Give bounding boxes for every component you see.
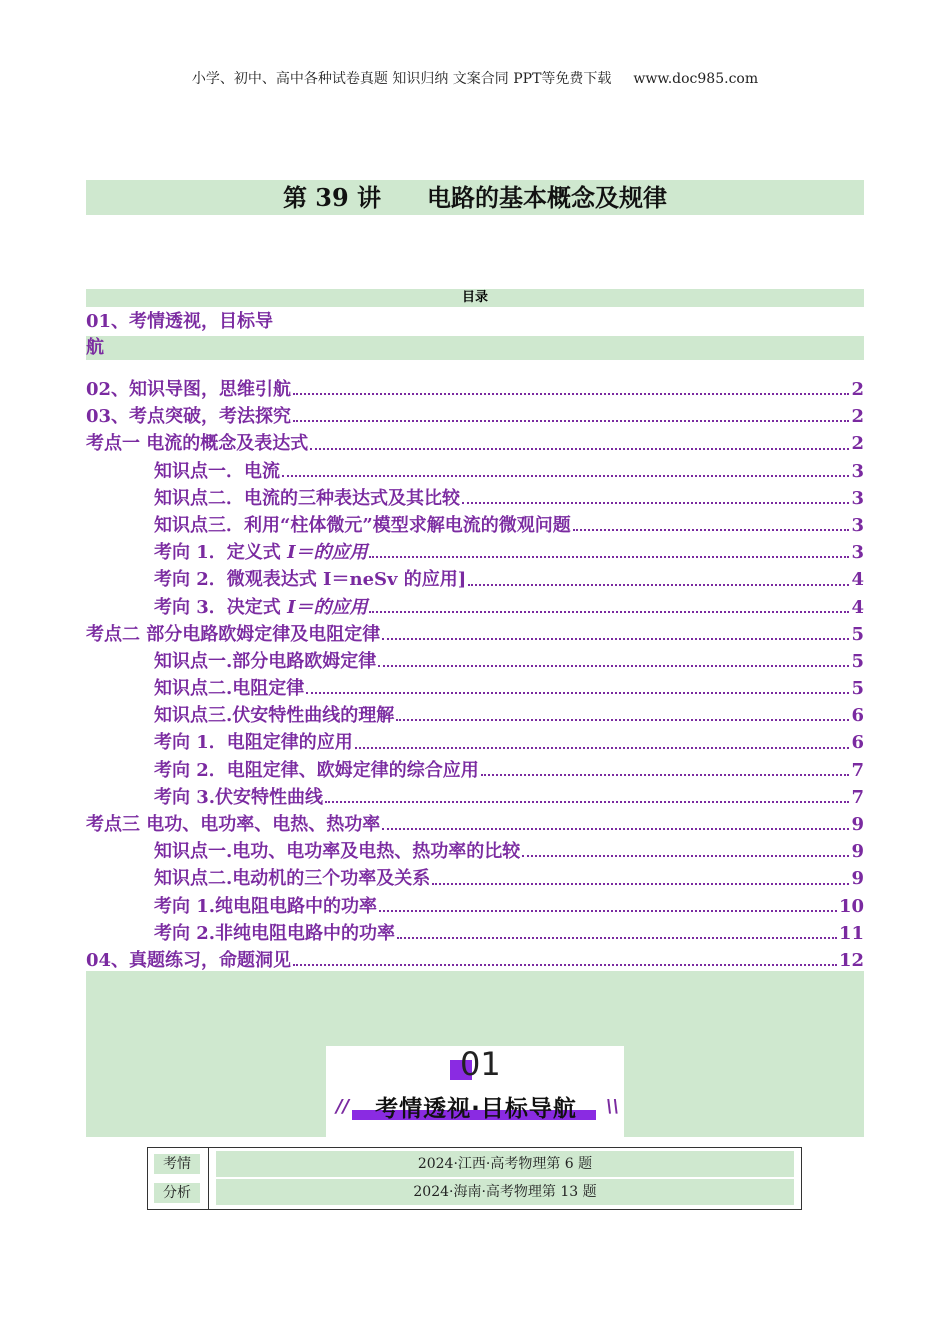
toc-page-number: 5 — [851, 678, 864, 700]
toc-leader-dots — [293, 393, 849, 395]
toc-item-text: 知识点三.伏安特性曲线的理解 — [154, 705, 395, 727]
toc-leader-dots — [378, 665, 849, 667]
toc-item[interactable] — [86, 784, 864, 811]
toc-page-number: 4 — [851, 596, 864, 618]
toc-item-text: 知识点三．利用“柱体微元”模型求解电流的微观问题 — [154, 514, 571, 536]
toc-item-label — [154, 566, 466, 593]
toc-page-number: 6 — [851, 705, 864, 727]
toc-item[interactable] — [86, 539, 864, 566]
toc-item[interactable] — [86, 675, 864, 702]
toc-leader-dots — [522, 855, 849, 857]
exam-analysis-table — [147, 1147, 802, 1210]
toc-item-text: 考向 2.非纯电阻电路中的功率 — [154, 922, 396, 944]
toc-leader-dots — [310, 448, 849, 450]
toc-page-number: 6 — [851, 732, 864, 754]
toc-item-formula: I＝的应用 — [287, 542, 368, 564]
toc-leader-dots — [293, 964, 837, 966]
site-header-url[interactable]: www.doc985.com — [633, 71, 759, 87]
toc-item[interactable] — [86, 757, 864, 784]
toc-leader-dots — [396, 719, 849, 721]
toc-item[interactable] — [86, 403, 864, 430]
toc-item-label — [86, 403, 291, 430]
toc-page-number: 4 — [851, 569, 864, 591]
toc-leader-dots — [432, 883, 849, 885]
toc-item[interactable] — [86, 729, 864, 756]
toc-item-text: 知识点二.电阻定律 — [154, 678, 305, 700]
page-title — [86, 180, 864, 215]
toc-item-label — [86, 811, 380, 838]
toc-leader-dots — [379, 910, 837, 912]
toc-item-label — [154, 865, 430, 892]
toc-item[interactable] — [86, 594, 864, 621]
toc-item-text: 考向 3.伏安特性曲线 — [154, 786, 324, 808]
toc-item-text: 知识点一．电流 — [154, 460, 280, 482]
toc-item-text: 考点一 电流的概念及表达式 — [86, 433, 309, 455]
toc-item-label — [154, 893, 377, 920]
toc-leader-dots — [397, 937, 837, 939]
toc-item-text: 03、考点突破，考法探究 — [86, 406, 292, 428]
toc-item-text: 考向 1．定义式 — [154, 542, 288, 564]
toc-page-number: 7 — [851, 786, 864, 808]
toc-item-label — [154, 757, 479, 784]
toc-page-number: 3 — [851, 542, 864, 564]
toc-item-label — [154, 485, 460, 512]
exam-row: 2024·江西·高考物理第 6 题 — [216, 1151, 794, 1177]
toc-item-label — [86, 376, 291, 403]
toc-leader-dots — [462, 502, 849, 504]
toc-leader-dots — [468, 584, 849, 586]
toc-page-number: 9 — [851, 814, 864, 835]
toc-item-text: 02、知识导图，思维引航 — [86, 379, 292, 400]
lecture-topic: 电路的基本概念及规律 — [427, 183, 668, 212]
toc-page-number: 7 — [851, 759, 864, 781]
toc-item-text: 考向 1.纯电阻电路中的功率 — [154, 895, 378, 917]
toc-item-text: 考向 3．决定式 — [154, 596, 288, 618]
toc-item-text: 知识点一.部分电路欧姆定律 — [154, 650, 377, 672]
toc-page-number: 9 — [851, 868, 864, 890]
toc-item-text: 考向 1．电阻定律的应用 — [154, 732, 353, 754]
lecture-number: 第 39 讲 — [282, 183, 382, 212]
toc-item-label — [154, 838, 520, 865]
toc-item-label — [154, 675, 304, 702]
toc-leader-dots — [481, 774, 850, 776]
toc-item-label — [154, 539, 367, 566]
toc-page-number: 5 — [851, 650, 864, 672]
toc-item[interactable] — [86, 893, 864, 920]
toc-section-01-line-b[interactable]: 航 — [86, 336, 864, 360]
toc-leader-dots — [369, 611, 849, 613]
exam-label-column — [148, 1148, 209, 1209]
toc-page-number: 3 — [851, 487, 864, 509]
toc-leader-dots — [369, 556, 849, 558]
toc-leader-dots — [573, 529, 850, 531]
toc-item[interactable] — [86, 811, 864, 838]
toc-item[interactable] — [86, 458, 864, 485]
toc-leader-dots — [306, 692, 849, 694]
toc-leader-dots — [382, 828, 849, 830]
banner-slash-left: // — [336, 1096, 350, 1117]
toc-item-label — [154, 512, 571, 539]
toc-item-text: 考点三 电功、电功率、电热、热功率 — [86, 814, 381, 835]
toc-item[interactable] — [86, 920, 864, 947]
toc-leader-dots — [293, 420, 849, 422]
toc-item-text: 04、真题练习，命题洞见 — [86, 949, 292, 971]
toc-item-label — [86, 621, 380, 648]
toc-item[interactable] — [86, 512, 864, 539]
toc-item-text: 考点二 部分电路欧姆定律及电阻定律 — [86, 623, 381, 645]
toc-leader-dots — [282, 475, 849, 477]
toc-item-label — [154, 784, 323, 811]
toc-item-label — [154, 458, 280, 485]
toc-page-number: 11 — [838, 922, 864, 944]
toc-item-text: 考向 2．电阻定律、欧姆定律的综合应用 — [154, 759, 479, 781]
toc-item[interactable] — [86, 838, 864, 865]
toc-item-label — [154, 702, 394, 729]
toc-item[interactable] — [86, 865, 864, 892]
toc-item-label — [154, 920, 395, 947]
toc-item-text: 知识点二.电动机的三个功率及关系 — [154, 868, 431, 890]
toc-item[interactable] — [86, 485, 864, 512]
toc-page-number: 5 — [851, 623, 864, 645]
toc-page-number: 12 — [838, 949, 864, 971]
exam-label-line1: 考情 — [154, 1154, 200, 1174]
toc-page-number: 9 — [851, 841, 864, 863]
toc-page-number: 2 — [851, 406, 864, 428]
toc-item-label — [154, 729, 353, 756]
toc-item-label — [86, 430, 308, 457]
toc-page-number: 3 — [851, 460, 864, 482]
site-header — [0, 68, 950, 88]
toc-item[interactable] — [86, 566, 864, 593]
toc-item-label — [154, 594, 367, 621]
toc-leader-dots — [325, 801, 849, 803]
banner-title: 考情透视·目标导航 — [375, 1096, 577, 1122]
toc-item-formula: I＝的应用 — [287, 596, 368, 618]
banner-slash-right: \\ — [606, 1096, 620, 1117]
toc-item[interactable] — [86, 430, 864, 457]
toc-item[interactable] — [86, 376, 864, 403]
toc-page-number: 3 — [851, 514, 864, 536]
toc-leader-dots — [382, 638, 849, 640]
toc-page-number: 10 — [838, 895, 864, 917]
section-banner — [326, 1046, 624, 1137]
toc-item[interactable] — [86, 702, 864, 729]
toc-leader-dots — [355, 747, 850, 749]
exam-label-line2: 分析 — [154, 1183, 200, 1203]
toc-heading: 目录 — [86, 289, 864, 307]
toc-item-text: 知识点一.电功、电功率及电热、热功率的比较 — [154, 841, 521, 863]
exam-row: 2024·海南·高考物理第 13 题 — [216, 1179, 794, 1205]
toc-item[interactable] — [86, 621, 864, 648]
toc-item[interactable] — [86, 648, 864, 675]
site-header-text: 小学、初中、高中各种试卷真题 知识归纳 文案合同 PPT等免费下载 — [191, 71, 612, 87]
toc-item-text: 知识点二．电流的三种表达式及其比较 — [154, 487, 460, 509]
toc-item-label — [154, 648, 376, 675]
toc-item-text: 考向 2．微观表达式 I＝neSv 的应用] — [154, 569, 467, 591]
toc-section-01-line-a[interactable]: 01、考情透视，目标导 — [86, 311, 274, 332]
toc-page-number: 2 — [851, 379, 864, 400]
banner-number: 01 — [460, 1045, 501, 1083]
table-of-contents — [86, 376, 864, 974]
toc-page-number: 2 — [851, 433, 864, 455]
